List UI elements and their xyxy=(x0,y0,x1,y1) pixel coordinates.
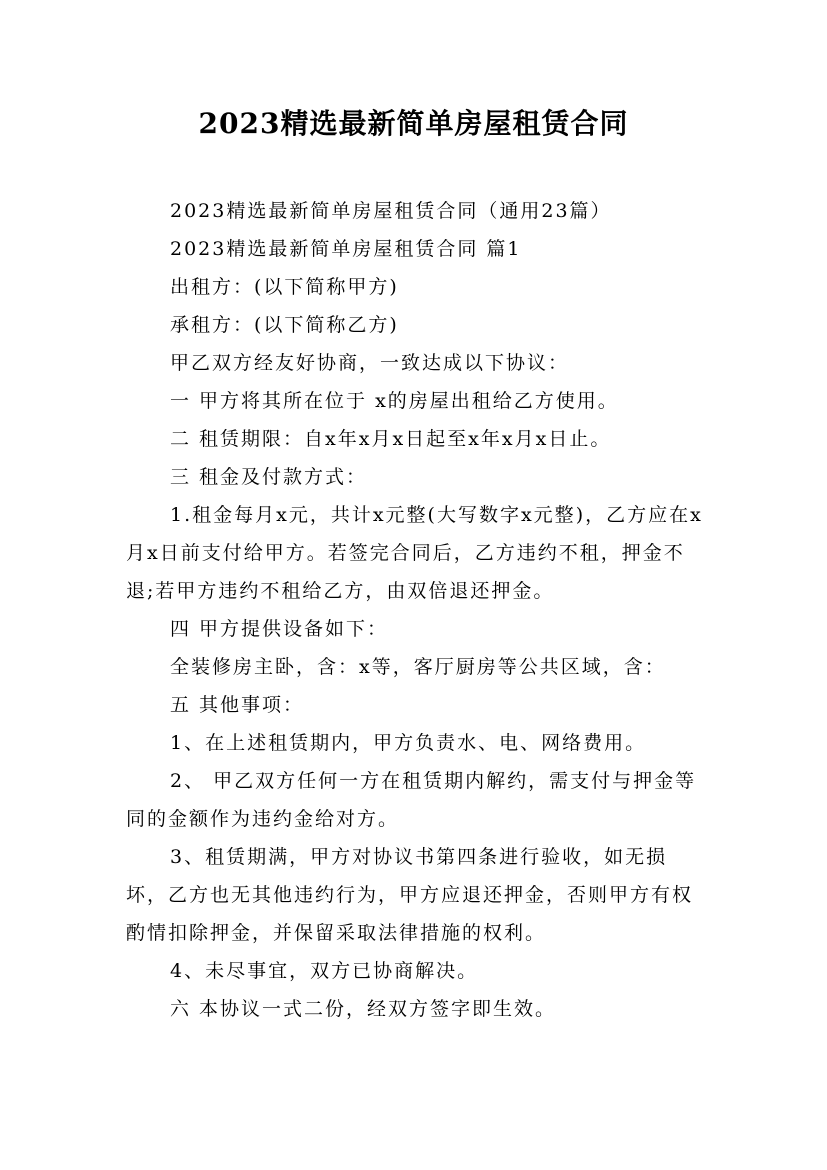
paragraph-clause-6: 六 本协议一式二份，经双方签字即生效。 xyxy=(170,998,557,1020)
paragraph-clause-5: 五 其他事项： xyxy=(170,694,305,716)
paragraph-lessee: 承租方：(以下简称乙方) xyxy=(170,314,399,336)
paragraph-clause-1: 一 甲方将其所在位于 x的房屋出租给乙方使用。 xyxy=(170,390,619,412)
paragraph-contract-subtitle: 2023精选最新简单房屋租赁合同（通用23篇） xyxy=(170,200,612,222)
paragraph-clause-2: 二 租赁期限：自x年x月x日起至x年x月x日止。 xyxy=(170,428,612,450)
paragraph-other-4: 4、未尽事宜，双方已协商解决。 xyxy=(170,960,479,982)
paragraph-lessor: 出租方：(以下简称甲方) xyxy=(170,276,399,298)
paragraph-section-heading: 2023精选最新简单房屋租赁合同 篇1 xyxy=(170,238,522,260)
paragraph-other-3: 3、租赁期满，甲方对协议书第四条进行验收，如无损坏，乙方也无其他违约行为，甲方应退还押金，否则甲方有权酌情扣除押金，并保留采取法律措施的权利。 xyxy=(126,846,694,944)
document-body xyxy=(126,192,704,1028)
paragraph-clause-3: 三 租金及付款方式： xyxy=(170,466,368,488)
document-title: 2023精选最新简单房屋租赁合同 xyxy=(198,107,629,140)
paragraph-rent-terms: 1.租金每月x元，共计x元整(大写数字x元整)，乙方应在x月x日前支付给甲方。若签完合同后，乙方违约不租，押金不退;若甲方违约不租给乙方，由双倍退还押金。 xyxy=(126,504,703,602)
paragraph-equipment: 全装修房主卧，含：x等，客厅厨房等公共区域，含： xyxy=(170,656,666,678)
paragraph-other-2: 2、 甲乙双方任何一方在租赁期内解约，需支付与押金等同的金额作为违约金给对方。 xyxy=(126,770,697,830)
paragraph-agreement-intro: 甲乙双方经友好协商，一致达成以下协议： xyxy=(170,352,570,374)
paragraph-clause-4: 四 甲方提供设备如下： xyxy=(170,618,389,640)
paragraph-other-1: 1、在上述租赁期内，甲方负责水、电、网络费用。 xyxy=(170,732,647,754)
